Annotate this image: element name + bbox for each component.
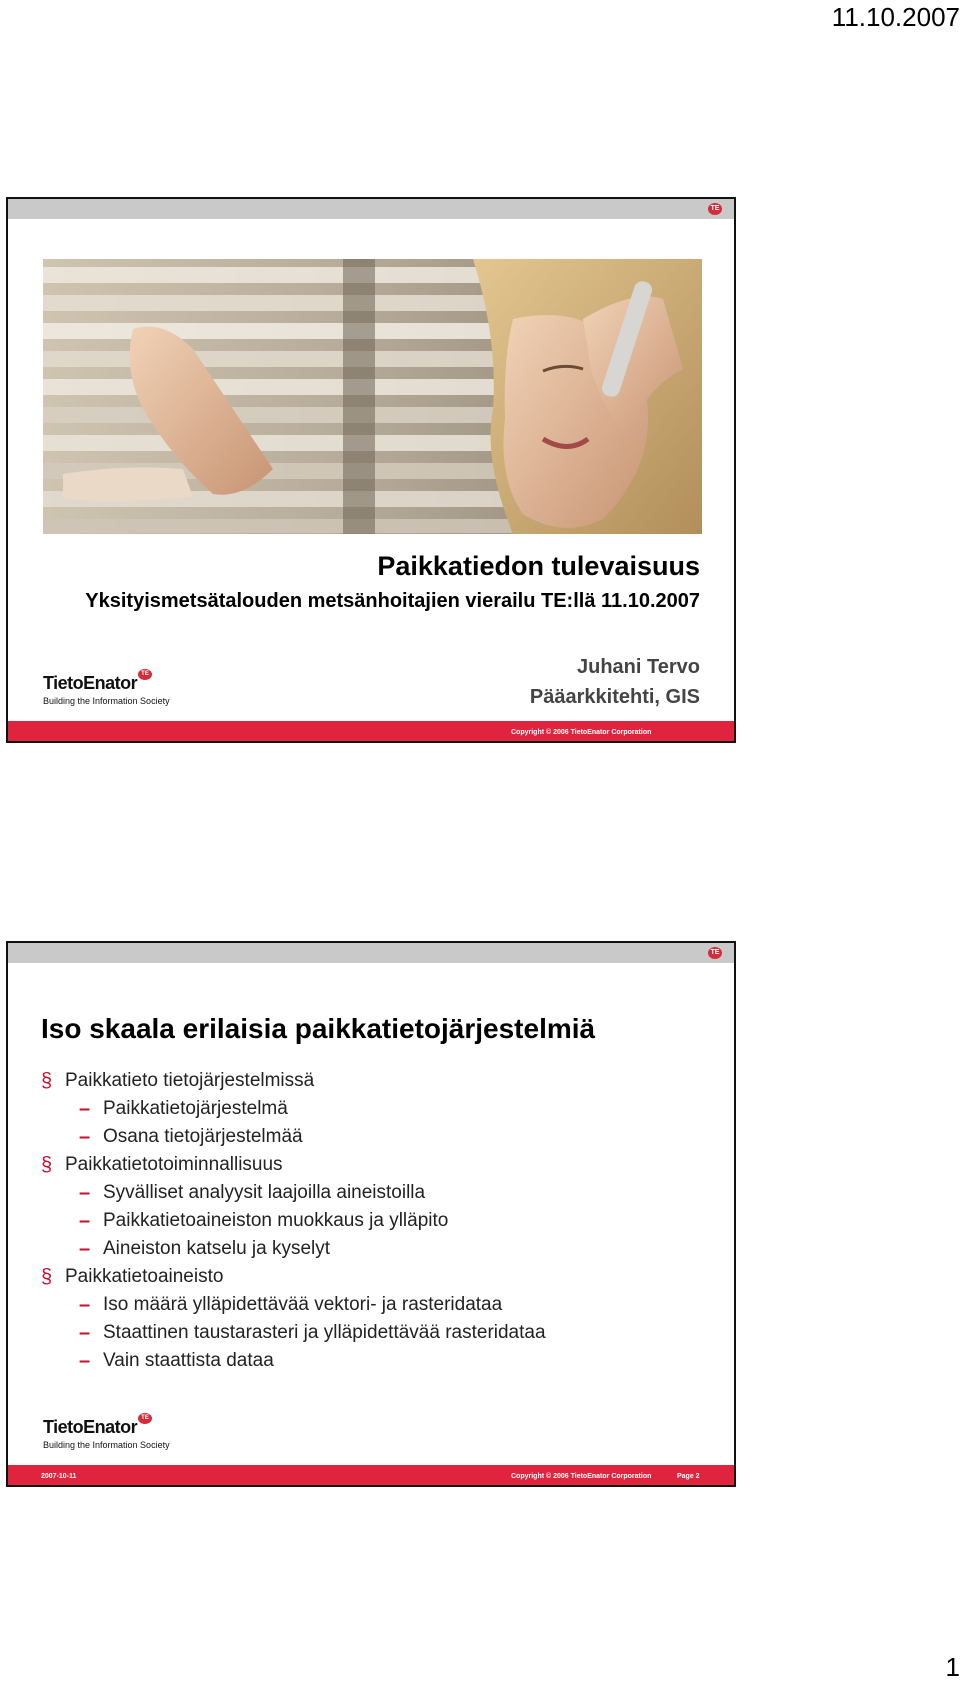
dash-icon: – [79,1210,91,1232]
slide-top-bar [8,199,734,219]
dash-icon: – [79,1126,91,1148]
sub-bullet-item [41,1095,701,1123]
slide-2 [6,941,736,1487]
bullet-item [41,1263,701,1291]
sub-bullet-text: Osana tietojärjestelmää [103,1126,303,1147]
sub-bullet-text: Syvälliset analyysit laajoilla aineistoilla [103,1182,426,1203]
sub-bullet-item [41,1207,701,1235]
slide-top-bar [8,943,734,963]
bullet-item [41,1151,701,1179]
logo-name: TietoEnator [43,673,138,693]
dash-icon: – [79,1098,91,1120]
dash-icon: – [79,1350,91,1372]
slide-title: Iso skaala erilaisia paikkatietojärjestelmiä [41,1013,596,1044]
presenter-name: Juhani Tervo [577,656,700,678]
dash-icon: – [79,1238,91,1260]
logo-mark-icon: TE [138,1413,152,1424]
section-mark-icon: § [41,1070,53,1092]
sub-bullet-text: Vain staattista dataa [103,1350,274,1371]
page-number: 1 [945,1652,960,1682]
section-mark-icon: § [41,1266,53,1288]
te-badge-icon: TE [708,203,722,215]
logo-tagline: Building the Information Society [43,696,170,706]
sub-bullet-text: Paikkatietojärjestelmä [103,1098,288,1119]
bullet-text: Paikkatietotoiminnallisuus [65,1154,283,1175]
logo-tagline: Building the Information Society [43,1440,170,1450]
sub-bullet-text: Aineiston katselu ja kyselyt [103,1238,331,1259]
footer-page-number: Page 2 [677,1473,700,1480]
sub-bullet-item [41,1179,701,1207]
slide-bottom-bar [8,721,734,741]
presenter-role: Pääarkkitehti, GIS [529,686,700,708]
photo-illustration [43,259,702,534]
slide-bottom-bar [8,1465,734,1485]
sub-bullet-text: Paikkatietoaineiston muokkaus ja ylläpito [103,1210,449,1231]
sub-bullet-text: Iso määrä ylläpidettävää vektori- ja rasteridataa [103,1294,503,1315]
sub-bullet-item [41,1291,701,1319]
bullet-text: Paikkatietoaineisto [65,1266,224,1287]
dash-icon: – [79,1182,91,1204]
logo-mark-icon: TE [138,669,152,680]
footer-copyright: Copyright © 2006 TietoEnator Corporation [511,729,652,736]
cover-photo [43,259,702,534]
te-badge-icon: TE [708,947,722,959]
section-mark-icon: § [41,1154,53,1176]
footer-date: 2007-10-11 [41,1473,77,1480]
presentation-title: Paikkatiedon tulevaisuus [377,551,700,581]
sub-bullet-item [41,1235,701,1263]
footer-copyright: Copyright © 2006 TietoEnator Corporation [511,1473,652,1480]
sub-bullet-item [41,1319,701,1347]
sub-bullet-item [41,1123,701,1151]
slide-1 [6,197,736,743]
dash-icon: – [79,1294,91,1316]
logo-name: TietoEnator [43,1417,138,1437]
bullet-text: Paikkatieto tietojärjestelmissä [65,1070,315,1091]
bullet-item [41,1067,701,1095]
dash-icon: – [79,1322,91,1344]
presentation-subtitle: Yksityismetsätalouden metsänhoitajien vierailu TE:llä 11.10.2007 [85,590,700,612]
page-date: 11.10.2007 [831,2,960,32]
sub-bullet-item [41,1347,701,1375]
sub-bullet-text: Staattinen taustarasteri ja ylläpidettävää rasteridataa [103,1322,546,1343]
bullet-list [41,1067,701,1375]
tietoenator-logo [43,1413,193,1457]
tietoenator-logo [43,669,193,713]
